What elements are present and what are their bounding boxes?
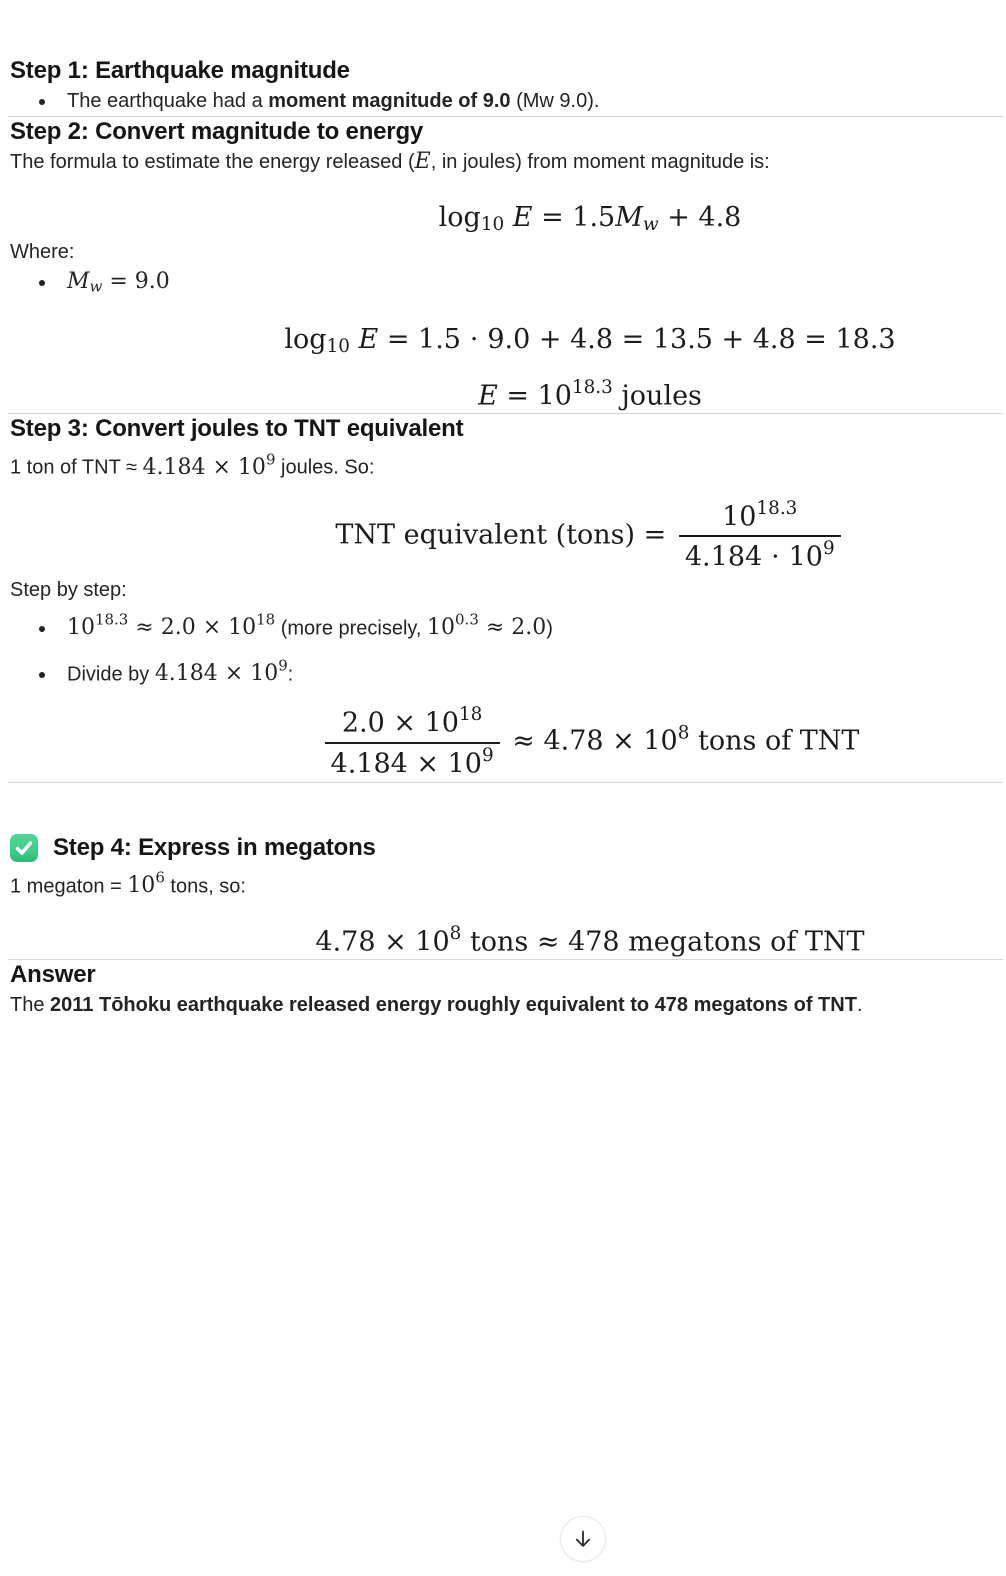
formula-division-result: $\frac{2.0 \times 10^{18}}{4.184 \times 10^9}$ ≈ $4.78 \times 10^8$ tons of TNT	[10, 703, 1006, 781]
list-item: • The earthquake had a moment magnitude of 9.0 (Mw 9.0).	[57, 86, 1006, 116]
step1-heading: Step 1: Earthquake magnitude	[10, 57, 350, 84]
where-label: Where:	[10, 240, 75, 263]
step4-heading-row	[10, 833, 1006, 863]
step3-intro: 1 ton of TNT ≈ $4.184 \times 10^9$ joules. So:	[10, 450, 375, 480]
step1-bullet-list	[10, 86, 1006, 116]
formula-megatons: $4.78 \times 10^8$ tons ≈ 478 megatons of TNT	[315, 922, 865, 958]
answer-heading: Answer	[10, 961, 96, 989]
formula-energy-joules: $E = 10^{18.3}$ joules	[478, 377, 702, 412]
step4-intro: 1 megaton = $10^6$ tons, so:	[10, 868, 246, 898]
formula-log-computed: log10 E = 1.5 ⋅ 9.0 + 4.8 = 13.5 + 4.8 = 18.3	[284, 324, 896, 358]
step3-bullet-list	[10, 605, 1006, 690]
formula-log-energy: log10 E = 1.5Mw + 4.8	[438, 202, 742, 236]
step2-bullet-list	[10, 267, 1006, 301]
step2-intro: The formula to estimate the energy released (E, in joules) from moment magnitude is:	[10, 149, 770, 174]
step4-heading: Step 4: Express in megatons	[53, 833, 376, 861]
list-item: • $10^{18.3} \approx 2.0 \times 10^{18}$ (more precisely, $10^{0.3} \approx 2.0$)	[57, 605, 1006, 643]
step2-heading: Step 2: Convert magnitude to energy	[10, 118, 424, 145]
list-item: • Divide by $4.184 \times 10^9$:	[57, 651, 1006, 689]
check-icon	[10, 834, 38, 862]
step-by-step-label: Step by step:	[10, 578, 127, 601]
step3-heading: Step 3: Convert joules to TNT equivalent	[10, 415, 464, 443]
arrow-down-icon	[572, 1528, 594, 1550]
list-item: • Mw = 9.0	[57, 267, 1006, 301]
scroll-to-bottom-button[interactable]	[560, 1516, 606, 1562]
formula-tnt-equivalent: TNT equivalent (tons) = $\frac{10^{18.3}}{4.184 \cdot 10^9}$	[10, 497, 1006, 575]
answer-paragraph: The 2011 Tōhoku earthquake released energy roughly equivalent to 478 megatons of TNT.	[10, 994, 863, 1017]
section-divider	[8, 782, 1003, 783]
